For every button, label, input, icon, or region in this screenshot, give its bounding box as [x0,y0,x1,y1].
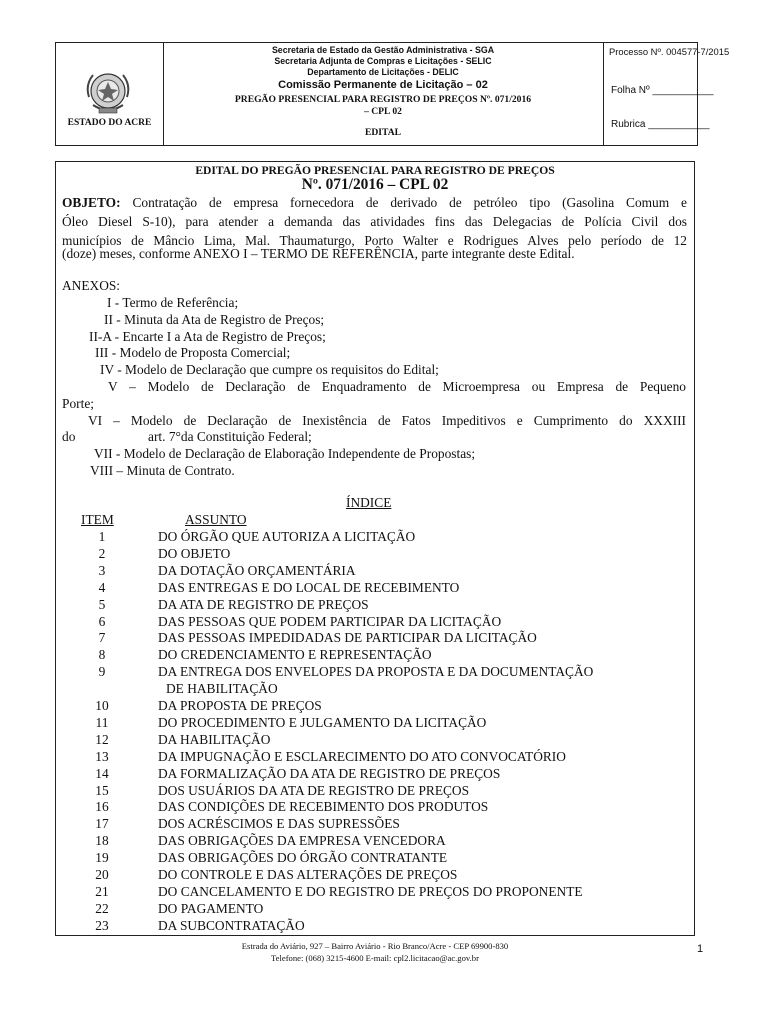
indice-item-title: DAS CONDIÇÕES DE RECEBIMENTO DOS PRODUTOS [158,799,489,815]
indice-item-title: DAS ENTREGAS E DO LOCAL DE RECEBIMENTO [158,579,460,595]
anexo-v-line1: V – Modelo de Declaração de Enquadramento de Microempresa ou Empresa de Pequeno [108,379,686,394]
indice-item-title: DO PAGAMENTO [158,900,264,916]
indice-item-title: DA DOTAÇÃO ORÇAMENTÁRIA [158,562,356,578]
indice-col-item: ITEM [81,512,114,527]
indice-item-number: 20 [95,867,109,882]
objeto-line-4: (doze) meses, conforme ANEXO I – TERMO DE REFERÊNCIA, parte integrante deste Edital. [62,246,575,261]
footer-contact: Telefone: (068) 3215-4600 E-mail: cpl2.licitacao@ac.gov.br [271,953,479,963]
anexo-item: IV - Modelo de Declaração que cumpre os requisitos do Edital; [100,362,439,377]
indice-item-number: 6 [98,613,106,629]
indice-item-number: 16 [95,799,109,815]
footer-address: Estrada do Aviário, 927 – Bairro Aviário - Rio Branco/Acre - CEP 69900-830 [241,941,509,951]
anexo-v-line2: Porte; [62,396,94,411]
indice-item-number: 21 [95,883,109,899]
indice-item-number: 2 [98,545,106,561]
page-number: 1 [697,943,704,955]
indice-item-number: 13 [95,748,109,764]
header-rubrica: Rubrica ___________ [611,119,710,130]
indice-col-assunto: ASSUNTO [185,512,247,527]
indice-item-number: 14 [95,765,109,781]
indice-item-title: DOS USUÁRIOS DA ATA DE REGISTRO DE PREÇOS [158,782,470,798]
indice-item-title: DOS ACRÉSCIMOS E DAS SUPRESSÕES [158,816,400,832]
header-secretaria-adjunta: Secretaria Adjunta de Compras e Licitações - SELIC [274,56,492,66]
indice-item-title: DA PROPOSTA DE PREÇOS [158,698,322,713]
indice-item-title: DO CONTROLE E DAS ALTERAÇÕES DE PREÇOS [158,867,458,882]
anexo-vi-line2a: do [62,429,76,444]
anexo-item: I - Termo de Referência; [107,295,239,310]
edital-title: EDITAL DO PREGÃO PRESENCIAL PARA REGISTRO DE PREÇOS [195,164,555,177]
anexos-heading: ANEXOS: [62,278,121,293]
objeto-label: OBJETO: [62,195,121,210]
indice-item-title: DO PROCEDIMENTO E JULGAMENTO DA LICITAÇÃO [158,714,487,730]
indice-item-number: 9 [98,664,106,680]
indice-item-title: DAS OBRIGAÇÕES DO ÓRGÃO CONTRATANTE [158,850,448,866]
indice-item-number: 5 [98,596,106,612]
indice-item-title-continued: DE HABILITAÇÃO [166,681,278,697]
indice-item-title: DA SUBCONTRATAÇÃO [158,917,305,933]
indice-item-number: 8 [98,647,106,663]
header-secretaria: Secretaria de Estado da Gestão Administrativa - SGA [271,45,495,55]
document-header [55,42,730,146]
indice-heading: ÍNDICE [346,495,392,510]
header-logo-cell [56,43,164,145]
indice-item-title: DAS PESSOAS IMPEDIDADAS DE PARTICIPAR DA LICITAÇÃO [158,630,537,646]
anexo-vi-line2b: art. 7°da Constituição Federal; [148,429,312,444]
indice-item-number: 15 [95,782,109,798]
anexo-item: II - Minuta da Ata de Registro de Preços; [104,312,325,327]
indice-item-title: DO ÓRGÃO QUE AUTORIZA A LICITAÇÃO [158,529,416,544]
indice-item-title: DAS OBRIGAÇÕES DA EMPRESA VENCEDORA [158,833,446,849]
indice-item-title: DO OBJETO [158,545,231,561]
state-label: ESTADO DO ACRE [67,118,152,128]
indice-item-number: 7 [98,630,106,646]
header-pregao-line2: – CPL 02 [364,106,402,117]
anexo-item: III - Modelo de Proposta Comercial; [95,345,291,360]
indice-item-title: DAS PESSOAS QUE PODEM PARTICIPAR DA LICITAÇÃO [158,613,502,629]
indice-item-number: 23 [95,917,109,933]
header-processo: Processo Nº. 004577-7/2015 [609,46,730,57]
header-edital: EDITAL [364,127,402,138]
objeto-line-2: Óleo Diesel S-10), para atender a demanda das atividades fins das Delegacias de Polícia Civil dos [62,214,687,229]
header-title-cell [163,43,604,145]
indice-item-title: DA HABILITAÇÃO [158,731,271,747]
indice-item-title: DA ENTREGA DOS ENVELOPES DA PROPOSTA E DA DOCUMENTAÇÃO [158,664,594,680]
indice-item-number: 3 [98,562,106,578]
indice-item-number: 12 [95,731,109,747]
indice-item-title: DO CANCELAMENTO E DO REGISTRO DE PREÇOS DO PROPONENTE [158,883,583,899]
indice-item-title: DO CREDENCIAMENTO E REPRESENTAÇÃO [158,647,432,663]
indice-item-number: 19 [95,850,109,866]
indice-item-number: 18 [95,833,109,849]
indice-item-title: DA ATA DE REGISTRO DE PREÇOS [158,596,369,612]
indice-item-number: 10 [95,698,109,713]
anexo-viii: VIII – Minuta de Contrato. [90,463,235,478]
anexo-vii: VII - Modelo de Declaração de Elaboração Independente de Propostas; [94,446,476,461]
indice-item-number: 4 [98,579,106,595]
indice-item-number: 22 [95,900,109,916]
objeto-line-3: municípios de Mâncio Lima, Mal. Thaumaturgo, Porto Walter e Rodrigues Alves pelo período de 12 [62,233,687,248]
indice-item-title: DA IMPUGNAÇÃO E ESCLARECIMENTO DO ATO CONVOCATÓRIO [158,748,566,764]
indice-item-number: 17 [95,816,109,832]
objeto-line-1: OBJETO: Contratação de empresa fornecedora de derivado de petróleo tipo (Gasolina Comum e [62,195,687,210]
anexo-item: II-A - Encarte I a Ata de Registro de Preços; [89,329,326,344]
header-comissao: Comissão Permanente de Licitação – 02 [278,79,488,91]
header-folha: Folha Nº ___________ [611,85,714,96]
edital-number: Nº. 071/2016 – CPL 02 [301,176,449,193]
header-pregao-line1: PREGÃO PRESENCIAL PARA REGISTRO DE PREÇOS Nº. 071/2016 [234,94,532,105]
state-coat-of-arms-icon [83,67,133,119]
indice-item-title: DA FORMALIZAÇÃO DA ATA DE REGISTRO DE PREÇOS [158,765,501,781]
header-process-cell [603,43,730,145]
header-departamento: Departamento de Licitações - DELIC [307,67,459,77]
indice-item-number: 11 [95,714,109,730]
indice-item-number: 1 [98,529,106,544]
anexo-vi-line1: VI – Modelo de Declaração de Inexistência de Fatos Impeditivos e Cumprimento do XXXIII [88,413,686,428]
